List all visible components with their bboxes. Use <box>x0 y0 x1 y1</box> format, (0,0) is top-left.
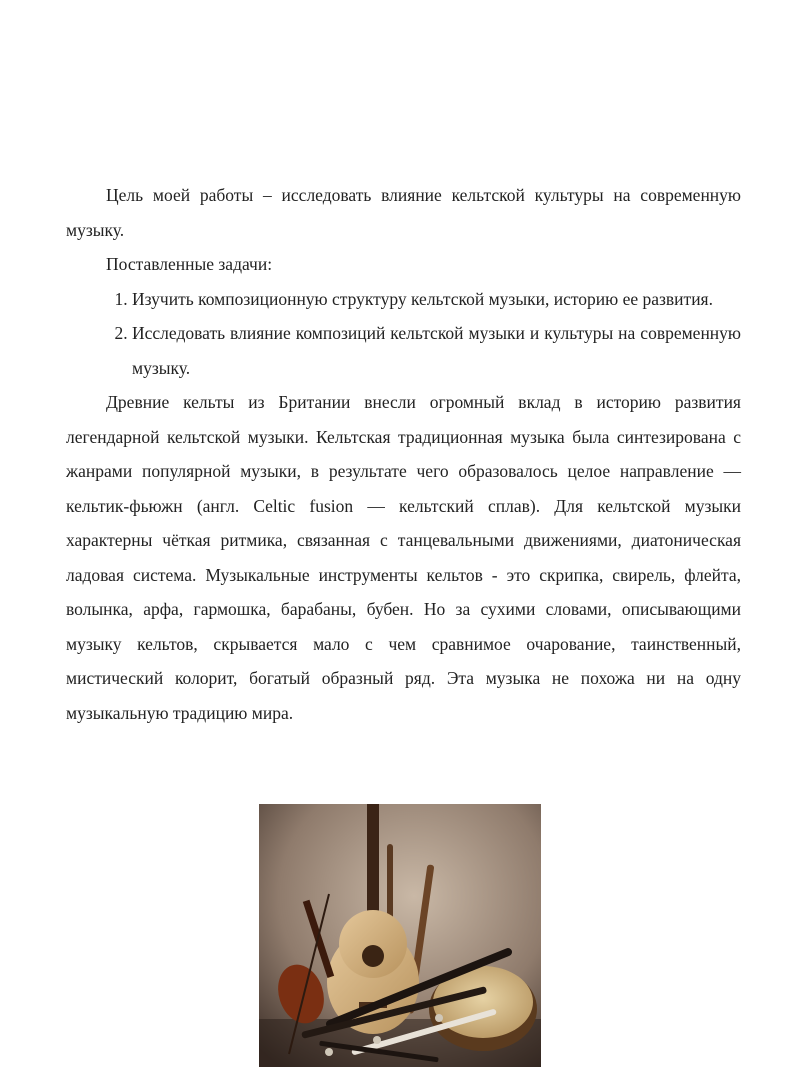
task-item: 1. Изучить композиционную структуру кельтской музыки, историю ее развития. <box>132 282 741 317</box>
celtic-instruments-photo <box>259 804 541 1067</box>
goal-paragraph: Цель моей работы – исследовать влияние кельтской культуры на современную музыку. <box>66 185 741 240</box>
task-item: 2. Исследовать влияние композиций кельтской музыки и культуры на современную музыку. <box>132 316 741 385</box>
main-paragraph: Древние кельты из Британии внесли огромный вклад в историю развития легендарной кельтской музыки. Кельтская традиционная музыка была синтезирована с жанрами популярной музыки, в результате чего образовалось целое направление — кельтик-фьюжн (англ. Celtic fusion — кельтский сплав). Для кельтской музыки характерны чёткая ритмика, связанная с танцевальными движениями, диатоническая ладовая система. Музыкальные инструменты кельтов - это скрипка, свирель, флейта, волынка, арфа, гармошка, барабаны, бубен. Но за сухими словами, описывающими музыку кельтов, скрывается мало с чем сравнимое очарование, таинственный, мистический колорит, богатый образный ряд. Эта музыка не похожа ни на одну музыкальную традицию мира. <box>66 392 741 723</box>
tasks-list <box>66 282 741 386</box>
body-text <box>66 178 741 730</box>
tasks-heading: Поставленные задачи: <box>106 254 273 274</box>
